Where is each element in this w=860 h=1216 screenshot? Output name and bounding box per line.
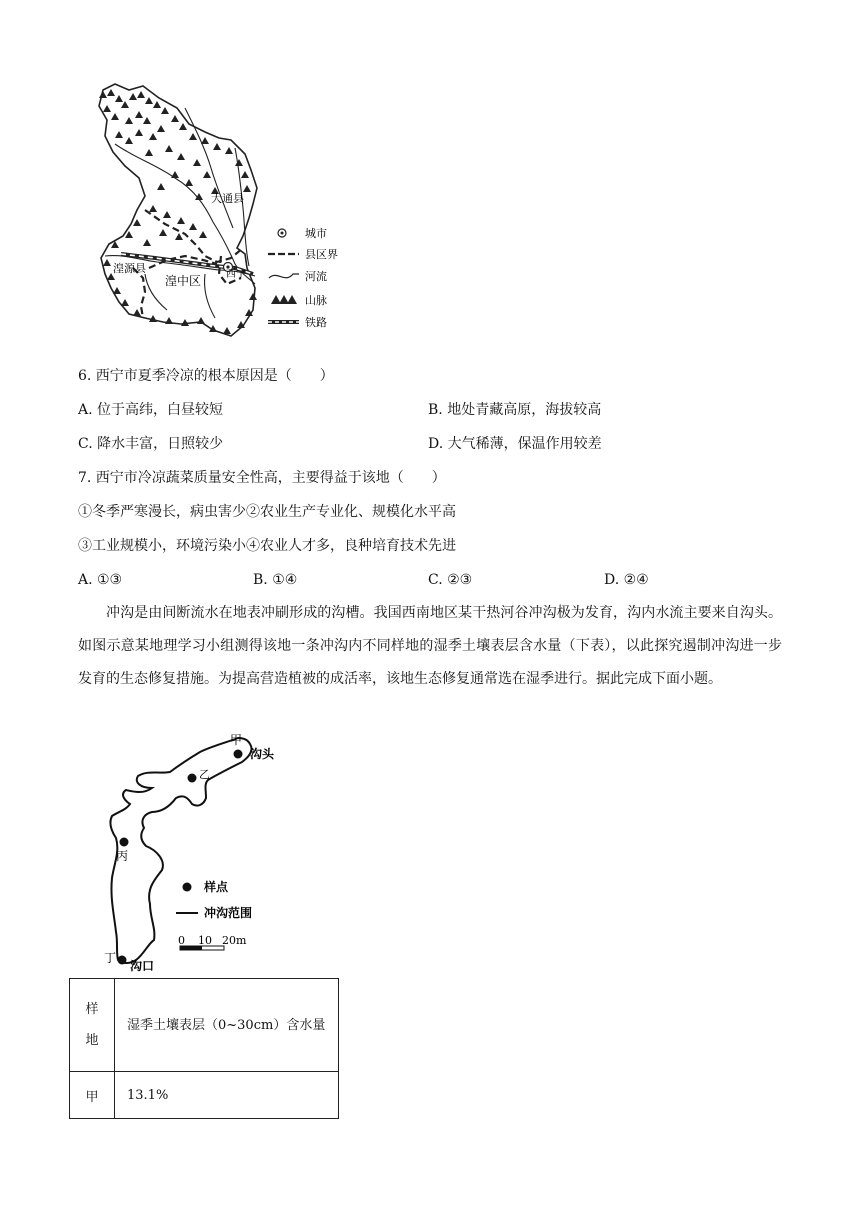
scale-bar — [178, 934, 247, 950]
label-yi: 乙 — [199, 768, 210, 781]
label-huangyuan: 湟源县 — [113, 262, 146, 275]
legend-railway: 铁路 — [305, 316, 327, 329]
q6-option-a[interactable]: A. 位于高纬，白昼较短 — [78, 402, 224, 418]
county-border-huangyuan — [133, 268, 145, 318]
legend-sample-point: 样点 — [204, 880, 229, 894]
mountain-symbols — [99, 89, 257, 334]
river-south-1 — [145, 274, 167, 310]
row-value: 13.1% — [115, 1072, 339, 1119]
q6-option-b[interactable]: B. 地处青藏高原，海拔较高 — [428, 402, 602, 418]
table-row — [70, 1072, 339, 1119]
map1-legend — [268, 227, 338, 329]
label-jia: 甲 — [230, 733, 243, 747]
legend-county-border: 县区界 — [305, 248, 338, 261]
q7-stem: 7. 西宁市冷凉蔬菜质量安全性高，主要得益于该地（ ） — [78, 470, 446, 486]
label-xining: 西宁 — [226, 269, 246, 280]
gully-passage: 冲沟是由间断流水在地表冲刷形成的沟槽。我国西南地区某干热河谷冲沟极为发育，沟内水流主要来自沟头。如图示意某地理学习小组测得该地一条冲沟内不同样地的湿季土壤表层含水量（下表），以此探究遏制冲沟进一步发育的生态修复措施。为提高营造植被的成活率，该地生态修复通常选在湿季进行。据此完成下面小题。 — [78, 605, 782, 687]
header-moisture: 湿季土壤表层（0~30cm）含水量 — [115, 979, 339, 1072]
scale-20: 20m — [222, 934, 247, 947]
table-header-row — [70, 979, 339, 1072]
label-ding: 丁 — [104, 951, 117, 965]
legend-gully-range: 冲沟范围 — [204, 906, 253, 920]
legend-mountain: 山脉 — [305, 294, 327, 307]
label-bing: 丙 — [116, 849, 129, 863]
label-datong: 大通县 — [211, 192, 244, 205]
q7-option-b[interactable]: B. ①④ — [253, 572, 298, 588]
q7-statements-1: ①冬季严寒漫长，病虫害少②农业生产专业化、规模化水平高 — [78, 504, 456, 520]
label-head: 沟头 — [250, 747, 275, 761]
scale-10: 10 — [198, 934, 212, 947]
q7-option-a[interactable]: A. ①③ — [78, 572, 123, 588]
scale-0: 0 — [178, 934, 185, 947]
xining-region-map — [85, 78, 350, 340]
q6-stem: 6. 西宁市夏季冷凉的根本原因是（ ） — [78, 368, 334, 384]
row-site: 甲 — [70, 1072, 115, 1119]
q7-statements-2: ③工业规模小，环境污染小④农业人才多，良种培育技术先进 — [78, 538, 456, 554]
header-site: 样 地 — [70, 979, 115, 1072]
gully-map — [100, 728, 300, 974]
q6-option-d[interactable]: D. 大气稀薄，保温作用较差 — [428, 436, 602, 452]
gully-outline — [110, 738, 251, 963]
label-huangzhong: 湟中区 — [165, 274, 202, 288]
soil-moisture-table — [69, 978, 339, 1119]
q7-option-c[interactable]: C. ②③ — [428, 572, 473, 588]
legend-city: 城市 — [305, 227, 327, 240]
legend-river: 河流 — [305, 270, 327, 283]
label-mouth: 沟口 — [130, 959, 155, 973]
q7-option-d[interactable]: D. ②④ — [604, 572, 649, 588]
river-south-2 — [204, 274, 215, 318]
q6-option-c[interactable]: C. 降水丰富，日照较少 — [78, 436, 224, 452]
